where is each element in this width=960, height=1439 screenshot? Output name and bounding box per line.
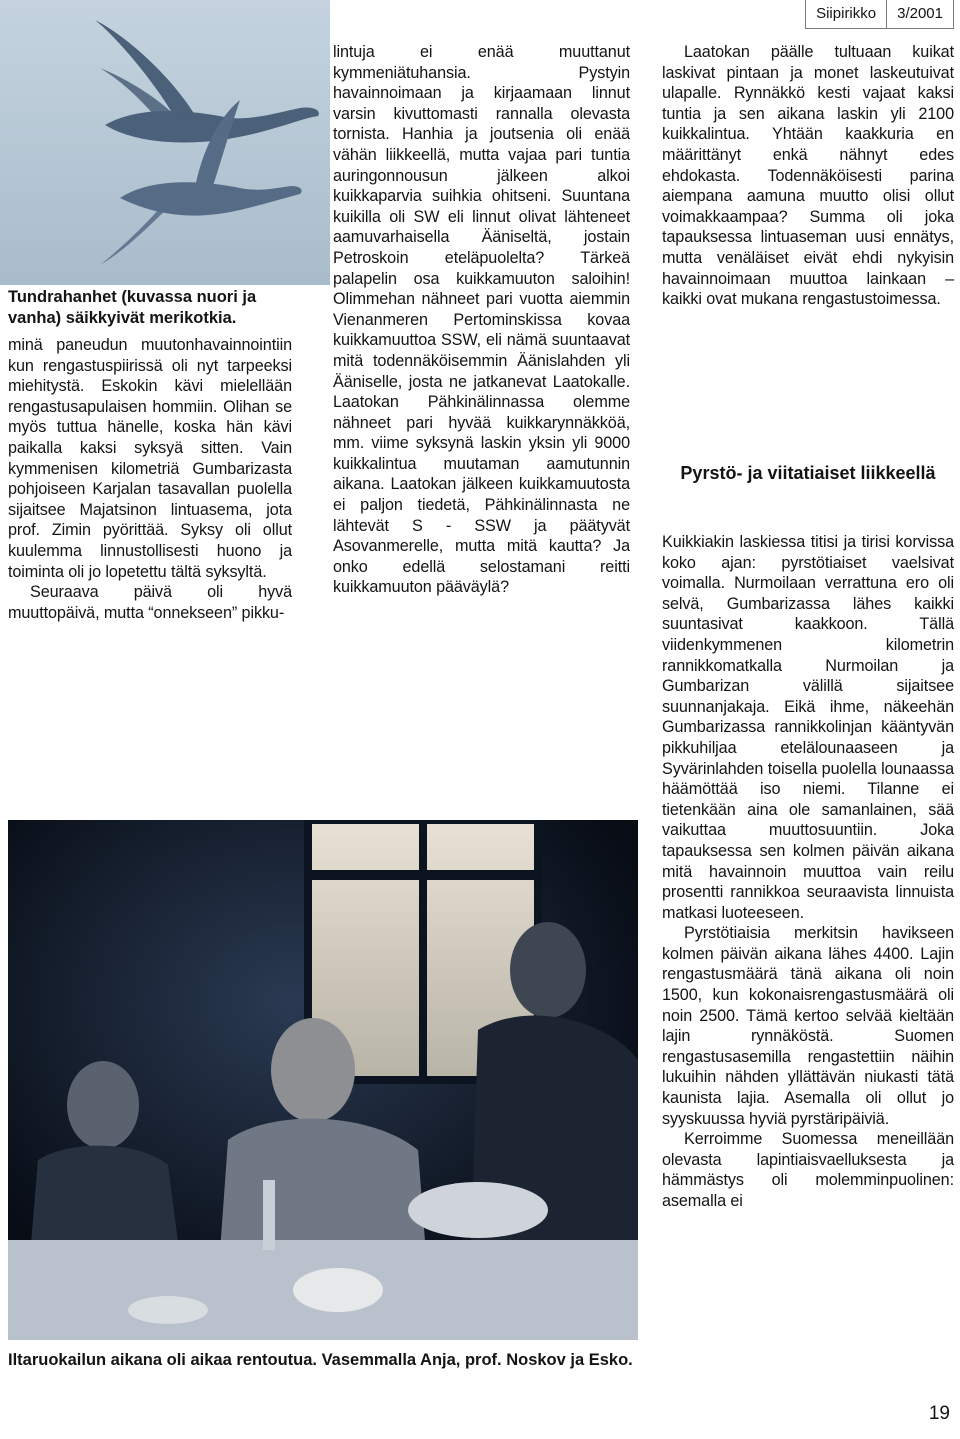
paragraph: lintuja ei enää muuttanut kymmeniätuhansia. Pystyin havainnoimaan ja kirjaamaan linnut varsin kivuttomasti rannalla olevasta tornista. Hanhia ja joutsenia oli enää vähän liikkeellä, mutta vajaa pari tuntia auringonnousun jälkeen alkoi kuikkaparvia suihkia ohitseni. Suuntana kuikilla oli SW eli linnut olivat lähteneet aamuvarhaisella Ääniseltä, jostain Petroskoin eteläpuolelta? Tärkeä palapelin osa kuikkamuuton saloihin! Olimmehan nähneet pari vuotta aiemmin Vienanmeren Pertominskissa kovaa kuikkamuuttoa SSW, eli nämä suuntaavat mitä todennäköisemmin Äänislahden yli Ääniselle, josta ne jatkanevat Laatokalle. Laatokan Pähkinälinnassa olemme nähneet pari hyvää kuikkarynnäkköä, mm. viime syksynä laskin yksin yli 9000 kuikkalintua muutaman aamutunnin aikana. Laatokan jälkeen kuikkamuutosta ei paljon tiedetä, Pähkinälinnasta ne lähtevät S - SSW ja päätyvät Asovanmerelle, mutta mitä kautta? Ja onko edellä selostamani reitti kuikkamuuton pääväylä? [333,43,630,597]
evening-meal-photo-icon [8,820,638,1340]
paragraph: minä paneudun muutonhavainnointiin kun rengastuspiirissä oli nyt tarpeeksi miehitystä. Eskokin kävi mielellään rengastusapulaisen hommiin. Olihan se myös tuttua hänelle, koska hän kävi paikalla kaksi syksyä sitten. Vain kymmenisen kilometriä Gumbarizasta pohjoiseen Karjalan tasavallan puolella sijaitsee Majatsinon lintuasema, jota prof. Zimin pyörittää. Syksy oli ollut kuulemma linnustollisesti huono ja toiminta oli jo lopetettu tältä syksyltä. [8,336,292,581]
paragraph: Seuraava päivä oli hyvä muuttopäivä, mutta “onnekseen” pikku- [8,583,292,622]
page-number: 19 [928,1403,950,1424]
column-1 [8,335,292,623]
goose-photo [0,0,330,285]
bottom-photo-caption: Iltaruokailun aikana oli aikaa rentoutua. Vasemmalla Anja, prof. Noskov ja Esko. [8,1351,633,1369]
column-3 [662,42,954,310]
section-subheading: Pyrstö- ja viitatiaiset liikkeellä [680,463,936,483]
column-2 [333,42,630,598]
column-3-continued [662,532,954,1212]
magazine-name: Siipirikko [816,5,877,22]
top-photo-caption: Tundrahanhet (kuvassa nuori ja vanha) säikkyivät merikotkia. [8,288,257,327]
paragraph: Pyrstötiaisia merkitsin havikseen kolmen päivän aikana lähes 4400. Lajin rengastusmäärä tänä aikana oli noin 1500, kun kokonaisrengastusmäärä oli noin 2500. Tämä kertoo selvää kieltään lajin rynnäköstä. Suomen rengastusasemilla rengastettiin näihin lukuihin nähden yllättävän niukasti tätä kaunista lajia. Asemalla oli ollut jo syyskuussa hyviä pyrstäripäiviä. [662,924,954,1128]
issue-number: 3/2001 [886,0,953,28]
page-header [805,0,954,29]
goose-silhouette-photo-icon [0,0,330,285]
paragraph: Kerroimme Suomessa meneillään olevasta lapintiaisvaelluksesta ja hämmästys oli molemminpuolinen: asemalla ei [662,1130,954,1210]
dinner-photo [8,820,638,1340]
paragraph: Kuikkiakin laskiessa titisi ja tirisi korvissa koko ajan: pyrstötiaiset vaelsivat voimalla. Nurmoilaan verrattuna ero oli selvä, Gumbarizassa lähes kaikki suuntasivat kaakkoon. Tällä viidenkymmenen kilometrin rannikkomatkalla Nurmoilan ja Gumbarizan välillä sijaitsee suunnanjakaja. Eikä ihme, näkeehän Gumbarizassa rannikkolinjan kääntyvän pikkuhiljaa etelälounaaseen ja Syvärinlahden toisella puolella lounaassa häämöttää iso niemi. Tilanne ei tietenkään aina ole samanlainen, sää vaikuttaa muuttosuuntiin. Joka tapauksessa sen kolmen päivän aikana mitä havainnoin muuttoa vain reilu prosentti rannikkoa seuraavista linnuista matkasi luoteeseen. [662,533,954,922]
paragraph: Laatokan päälle tultuaan kuikat laskivat pintaan ja monet laskeutuivat ulapalle. Rynnäkkö kesti vajaat kaksi tuntia ja sen aikana laskin yli 2100 kuikkalintua. Yhtään kaakkuria en määrittänyt enkä nähnyt edes ehdokasta. Todennäköisesti parina aiempana aamuna muutto olisi ollut voimakkaampaa? Summa oli joka tapauksessa lintuaseman uusi ennätys, mutta venäläiset eivät ehdi nykyisin havainnoimaan muuttoa lainkaan – kaikki ovat mukana rengastustoimessa. [662,43,954,309]
